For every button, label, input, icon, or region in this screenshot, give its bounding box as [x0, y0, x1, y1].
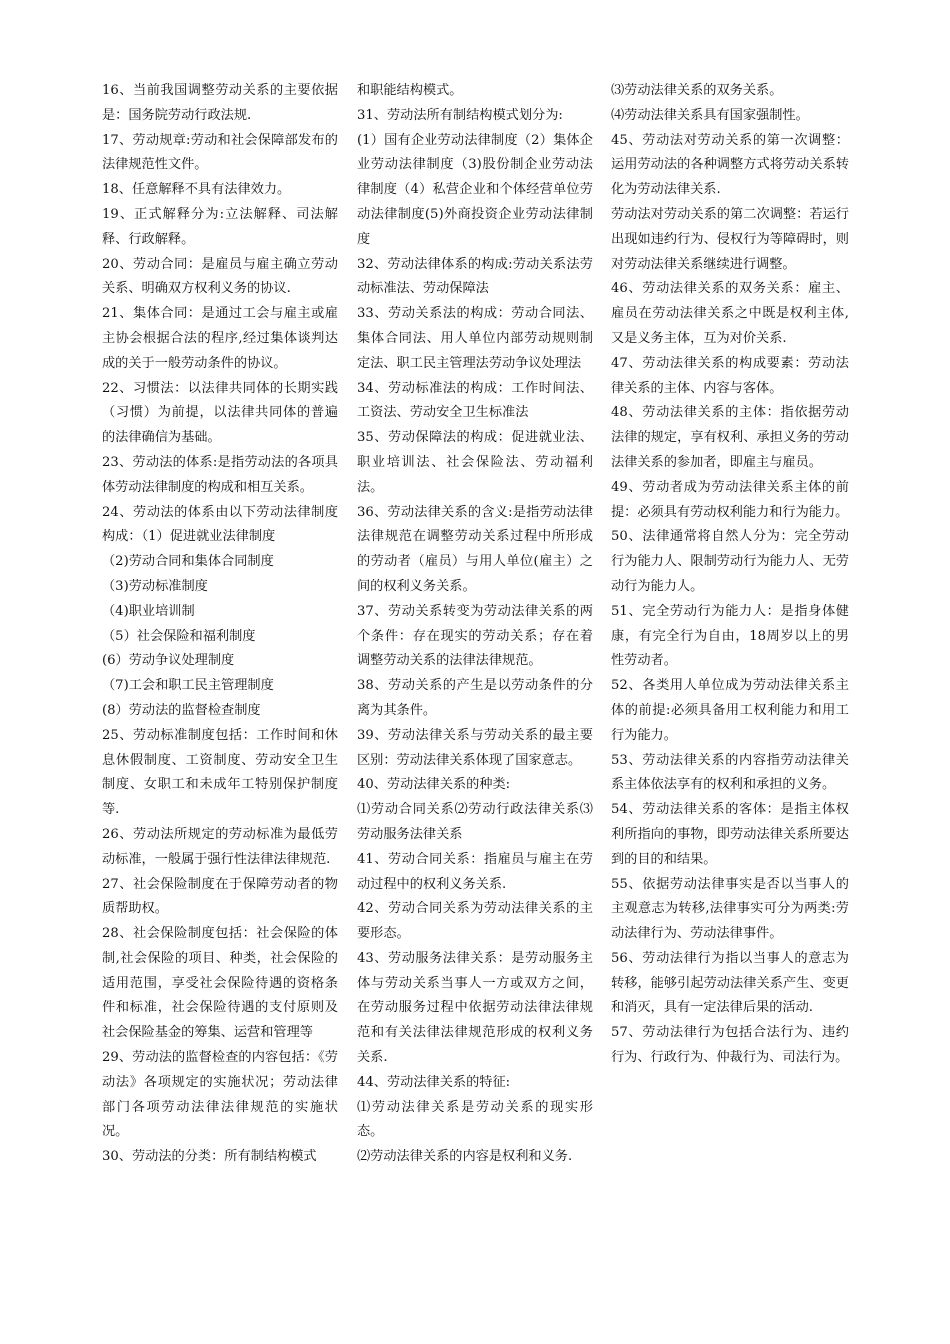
paragraph: 46、劳动法律关系的双务关系：雇主、雇员在劳动法律关系之中既是权利主体,又是义务主体，互为对价关系. [611, 281, 849, 346]
paragraph: 48、劳动法律关系的主体：指依据劳动法律的规定，享有权利、承担义务的劳动法律关系的参加者，即雇主与雇员。 [611, 405, 849, 470]
paragraph: 42、劳动合同关系为劳动法律关系的主要形态。 [357, 901, 593, 942]
paragraph: 35、劳动保障法的构成：促进就业法、职业培训法、社会保险法、劳动福利法。 [357, 430, 593, 495]
paragraph: 21、集体合同：是通过工会与雇主或雇主协会根据合法的程序,经过集体谈判达成的关于一般劳动条件的协议。 [102, 306, 338, 371]
paragraph: 37、劳动关系转变为劳动法律关系的两个条件：存在现实的劳动关系；存在着调整劳动关系的法律法律规范。 [357, 603, 593, 669]
text-column-1 [102, 79, 338, 1170]
paragraph: 38、劳动关系的产生是以劳动条件的分离为其条件。 [357, 678, 593, 718]
paragraph: 32、劳动法律体系的构成:劳动关系法劳动标准法、劳动保障法 [357, 256, 593, 297]
paragraph: 34、劳动标准法的构成：工作时间法、工资法、劳动安全卫生标准法 [357, 380, 593, 421]
paragraph: （7)工会和职工民主管理制度 [102, 678, 274, 694]
paragraph: ⑵劳动法律关系的内容是权利和义务. [357, 1149, 573, 1165]
paragraph: ⑶劳动法律关系的双务关系。 [611, 83, 783, 98]
paragraph: 51、完全劳动行为能力人：是指身体健康，有完全行为自由，18周岁以上的男性劳动者。 [611, 603, 849, 669]
paragraph: 16、当前我国调整劳动关系的主要依据是：国务院劳动行政法规. [102, 83, 338, 123]
paragraph: 18、任意解释不具有法律效力。 [102, 182, 291, 198]
paragraph: 30、劳动法的分类：所有制结构模式 [102, 1149, 317, 1165]
paragraph: 41、劳动合同关系：指雇员与雇主在劳动过程中的权利义务关系. [357, 851, 593, 892]
paragraph: 劳动法对劳动关系的第二次调整：若运行出现如违约行为、侵权行为等障碍时，则对劳动法律关系继续进行调整。 [611, 206, 849, 272]
paragraph: 29、劳动法的监督检查的内容包括：《劳动法》各项规定的实施状况；劳动法律部门各项劳动法律法律规范的实施状况。 [102, 1050, 338, 1140]
paragraph: 24、劳动法的体系由以下劳动法律制度构成：（1）促进就业法律制度 [102, 504, 338, 545]
paragraph: 43、劳动服务法律关系：是劳动服务主体与劳动关系当事人一方或双方之间，在劳动服务过程中依据劳动法律法律规范和有关法律法律规范形成的权利义务关系. [357, 950, 593, 1066]
paragraph: 40、劳动法律关系的种类: [357, 777, 511, 793]
paragraph: 53、劳动法律关系的内容指劳动法律关系主体依法享有的权利和承担的义务。 [611, 752, 849, 793]
paragraph: 25、劳动标准制度包括：工作时间和休息休假制度、工资制度、劳动安全卫生制度、女职工和未成年工特别保护制度等. [102, 727, 338, 818]
paragraph: 31、劳动法所有制结构模式划分为: [357, 107, 563, 123]
paragraph: 19、正式解释分为:立法解释、司法解释、行政解释。 [102, 206, 338, 247]
paragraph: (8）劳动法的监督检查制度 [102, 702, 261, 718]
paragraph: 20、劳动合同：是雇员与雇主确立劳动关系、明确双方权利义务的协议. [102, 256, 338, 297]
paragraph: （3)劳动标准制度 [102, 578, 208, 594]
paragraph: ⑷劳动法律关系具有国家强制性。 [611, 107, 809, 123]
paragraph: 47、劳动法律关系的构成要素：劳动法律关系的主体、内容与客体。 [611, 355, 849, 396]
paragraph: (1）国有企业劳动法律制度（2）集体企业劳动法律制度（3)股份制企业劳动法律制度（4）私营企业和个体经营单位劳动法律制度(5)外商投资企业劳动法律制度 [357, 132, 593, 247]
paragraph: 52、各类用人单位成为劳动法律关系主体的前提:必须具备用工权利能力和用工行为能力。 [611, 678, 849, 743]
paragraph: (6）劳动争议处理制度 [102, 653, 235, 669]
paragraph: （2)劳动合同和集体合同制度 [102, 554, 274, 570]
text-column-3 [611, 79, 849, 1071]
text-column-2 [357, 79, 593, 1170]
paragraph: ⑴劳动合同关系⑵劳动行政法律关系⑶劳动服务法律关系 [357, 802, 593, 842]
paragraph: 28、社会保险制度包括：社会保险的体制,社会保险的项目、种类，社会保险的适用范围，享受社会保险待遇的资格条件和标准，社会保险待遇的支付原则及社会保险基金的筹集、运营和管理等 [102, 926, 338, 1041]
paragraph: 55、依据劳动法律事实是否以当事人的主观意志为转移,法律事实可分为两类:劳动法律行为、劳动法律事件。 [611, 876, 849, 942]
paragraph: （4)职业培训制 [102, 603, 195, 619]
paragraph: 54、劳动法律关系的客体：是指主体权利所指向的事物，即劳动法律关系所要达到的目的和结果。 [611, 802, 849, 867]
paragraph: 36、劳动法律关系的含义:是指劳动法律法律规范在调整劳动关系过程中所形成的劳动者（雇员）与用人单位(雇主）之间的权利义务关系。 [357, 504, 593, 594]
paragraph: 和职能结构模式。 [357, 83, 463, 98]
paragraph: 45、劳动法对劳动关系的第一次调整：运用劳动法的各种调整方式将劳动关系转化为劳动法律关系. [611, 132, 849, 198]
paragraph: 33、劳动关系法的构成：劳动合同法、集体合同法、用人单位内部劳动规则制定法、职工民主管理法劳动争议处理法 [357, 306, 593, 371]
paragraph: 44、劳动法律关系的特征: [357, 1074, 511, 1090]
paragraph: 22、习惯法：以法律共同体的长期实践（习惯）为前提，以法律共同体的普遍的法律确信为基础。 [102, 380, 338, 446]
paragraph: 49、劳动者成为劳动法律关系主体的前提：必须具有劳动权利能力和行为能力。 [611, 479, 849, 520]
paragraph: 56、劳动法律行为指以当事人的意志为转移，能够引起劳动法律关系产生、变更和消灭，具有一定法律后果的活动. [611, 950, 849, 1016]
paragraph: 23、劳动法的体系:是指劳动法的各项具体劳动法律制度的构成和相互关系。 [102, 454, 338, 495]
paragraph: 17、劳动规章:劳动和社会保障部发布的法律规范性文件。 [102, 132, 338, 173]
paragraph: 57、劳动法律行为包括合法行为、违约行为、行政行为、仲裁行为、司法行为。 [611, 1025, 849, 1066]
paragraph: （5）社会保险和福利制度 [102, 628, 256, 644]
paragraph: 50、法律通常将自然人分为：完全劳动行为能力人、限制劳动行为能力人、无劳动行为能力人。 [611, 529, 849, 594]
paragraph: ⑴劳动法律关系是劳动关系的现实形态。 [357, 1099, 593, 1140]
paragraph: 27、社会保险制度在于保障劳动者的物质帮助权。 [102, 876, 338, 917]
paragraph: 39、劳动法律关系与劳动关系的最主要区别：劳动法律关系体现了国家意志。 [357, 727, 593, 768]
paragraph: 26、劳动法所规定的劳动标准为最低劳动标准，一般属于强行性法律法律规范. [102, 826, 338, 867]
